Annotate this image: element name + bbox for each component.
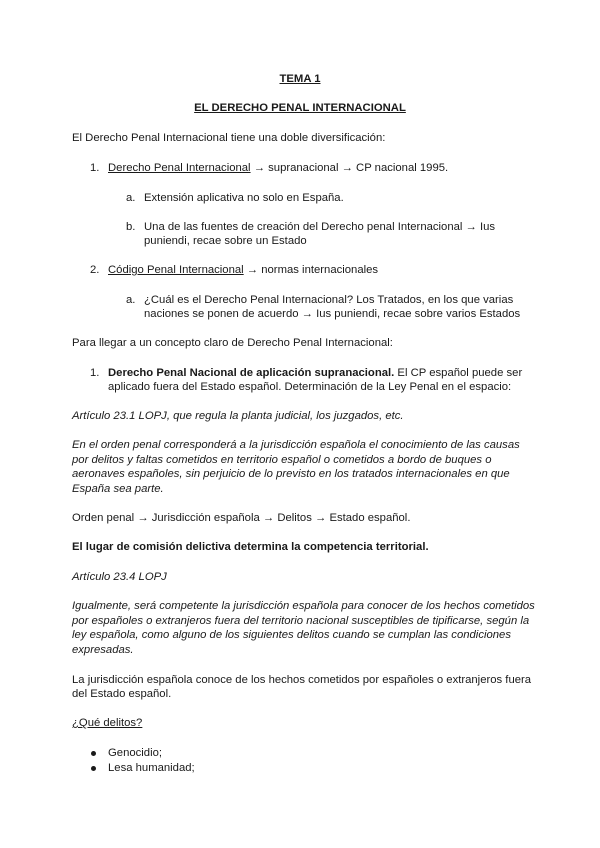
list1-item2-sub-a-line2: naciones se ponen de acuerdo → Ius puniendi, recae sobre varios Estados	[144, 308, 521, 320]
summary-line: Orden penal → Jurisdicción española → Delitos → Estado español.	[72, 512, 411, 524]
question-heading: ¿Qué delitos?	[72, 717, 143, 729]
list1-item1-sub-b-line1: Una de las fuentes de creación del Derecho penal Internacional → Ius	[144, 221, 496, 233]
bullet-dot-icon	[91, 751, 96, 756]
crime-list-item: Lesa humanidad;	[108, 762, 195, 774]
list2-item1-rest: El CP español puede ser	[394, 367, 523, 379]
list1-item2-sub-a-line1: ¿Cuál es el Derecho Penal Internacional? Los Tratados, en los que varias	[144, 294, 514, 306]
art-23-4-heading: Artículo 23.4 LOPJ	[72, 571, 167, 583]
document-subtitle: EL DERECHO PENAL INTERNACIONAL	[194, 102, 406, 114]
list1-item1-rest: → supranacional → CP nacional 1995.	[250, 162, 449, 174]
bold-statement: El lugar de comisión delictiva determina la competencia territorial.	[72, 541, 429, 553]
art-23-1-quote-line: España sea parte.	[72, 483, 164, 495]
list1-item1-number: 1.	[90, 162, 100, 174]
art-23-1-quote-line: por delitos y faltas cometidos en territorio español o cometidos a bordo de buques o	[72, 454, 492, 466]
art-23-1-quote-line: En el orden penal corresponderá a la jurisdicción española el conocimiento de las causas	[72, 439, 520, 451]
list2-item1-line1	[108, 366, 522, 381]
art-23-1-heading: Artículo 23.1 LOPJ, que regula la planta judicial, los juzgados, etc.	[72, 410, 404, 422]
document-title: TEMA 1	[279, 73, 321, 85]
list1-item2-sub-a-letter: a.	[126, 294, 136, 306]
list1-item1-term: Derecho Penal Internacional	[108, 162, 251, 174]
bullet-dot-icon	[91, 766, 96, 771]
list1-item1-sub-b-line2: puniendi, recae sobre un Estado	[144, 235, 307, 247]
art-23-4-quote-line: expresadas.	[72, 644, 134, 656]
list1-item2-number: 2.	[90, 264, 100, 276]
list2-item1-bold: Derecho Penal Nacional de aplicación supranacional.	[108, 367, 395, 379]
art-23-4-quote-line: ley española, como alguno de los siguientes delitos cuando se cumplan las condiciones	[72, 629, 511, 641]
list2-item1-number: 1.	[90, 367, 100, 379]
explanation-line: del Estado español.	[72, 688, 172, 700]
crime-list-item: Genocidio;	[108, 747, 163, 759]
list2-item1-line2: aplicado fuera del Estado español. Determinación de la Ley Penal en el espacio:	[108, 381, 512, 393]
intro-paragraph: El Derecho Penal Internacional tiene una doble diversificación:	[72, 132, 386, 144]
list1-item2-term: Código Penal Internacional	[108, 264, 244, 276]
list1-item2-text	[108, 263, 378, 278]
list1-item1-sub-a-text: Extensión aplicativa no solo en España.	[144, 192, 344, 204]
list1-item2-rest: → normas internacionales	[243, 264, 379, 276]
art-23-4-quote-line: Igualmente, será competente la jurisdicción española para conocer de los hechos cometidos	[72, 600, 535, 612]
explanation-line: La jurisdicción española conoce de los hechos cometidos por españoles o extranjeros fuera	[72, 674, 532, 686]
list1-item1-text	[108, 161, 448, 176]
art-23-4-quote-line: por españoles o extranjeros fuera del territorio nacional susceptibles de tipificarse, según la	[72, 615, 530, 627]
art-23-1-quote-line: aeronaves españoles, sin perjuicio de lo previsto en los tratados internacionales en que	[72, 468, 510, 480]
list1-item1-sub-a-letter: a.	[126, 192, 136, 204]
concept-intro: Para llegar a un concepto claro de Derecho Penal Internacional:	[72, 337, 393, 349]
list1-item1-sub-b-letter: b.	[126, 221, 136, 233]
